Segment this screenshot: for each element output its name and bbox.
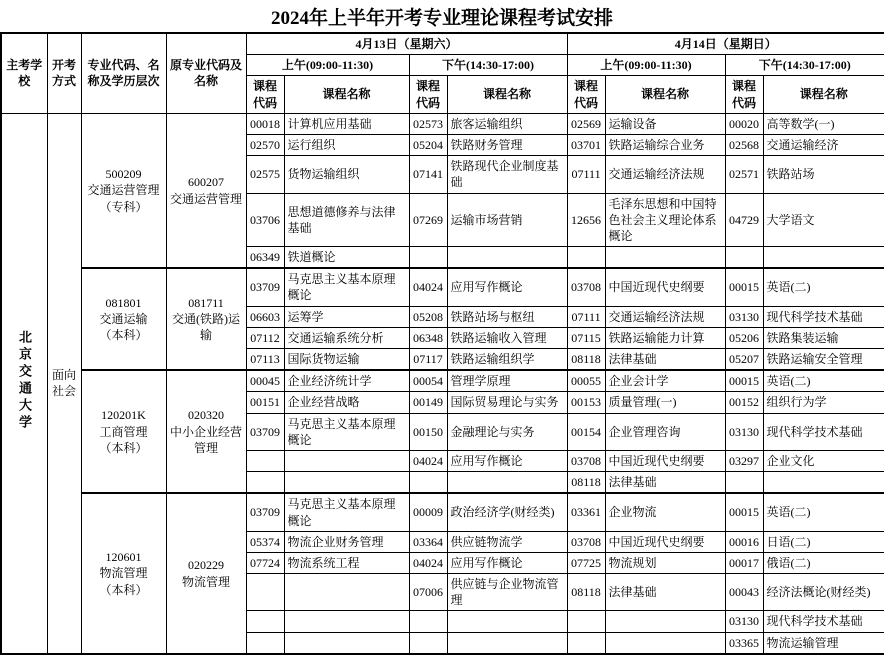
- course-code-cell: 07269: [409, 193, 447, 247]
- old-major-cell: [166, 113, 246, 268]
- course-name-cell: 思想道德修养与法律基础: [284, 193, 409, 247]
- course-name-cell: 铁路运输组织学: [447, 349, 567, 371]
- major-cell: [81, 370, 166, 493]
- course-code-cell: 05208: [409, 306, 447, 327]
- major-line: 120601: [105, 550, 142, 565]
- course-code-cell: 03708: [567, 268, 605, 306]
- course-name-cell: 交通运输系统分析: [284, 327, 409, 348]
- major-line: 物流管理: [99, 566, 148, 581]
- course-name-cell: 铁路运输收入管理: [447, 327, 567, 348]
- course-code-cell: 07006: [409, 574, 447, 611]
- old-major-line: 中小企业经营管理: [169, 424, 242, 455]
- course-code-cell: 05204: [409, 134, 447, 155]
- course-name-cell: 经济法概论(财经类): [763, 574, 884, 611]
- old-major-line: 081711: [188, 295, 224, 310]
- major-line: 120201K: [101, 408, 146, 423]
- course-code-cell: 03130: [725, 611, 763, 632]
- course-code-cell: [409, 247, 447, 269]
- course-code-cell: 02568: [725, 134, 763, 155]
- course-code-cell: [246, 450, 284, 471]
- old-major-line: 020229: [188, 558, 224, 573]
- old-major-line: 交通(铁路)运输: [172, 312, 240, 343]
- old-major-cell: [166, 268, 246, 370]
- course-code-cell: 06348: [409, 327, 447, 348]
- course-name-cell: 运输设备: [605, 113, 725, 134]
- course-code-cell: 07113: [246, 349, 284, 371]
- course-name-cell: 高等数学(一): [763, 113, 884, 134]
- course-name-cell: 运行组织: [284, 134, 409, 155]
- course-name-cell: 质量管理(一): [605, 392, 725, 413]
- course-code-header: 课程代码: [567, 76, 605, 113]
- course-name-cell: 英语(二): [763, 268, 884, 306]
- course-code-cell: 00153: [567, 392, 605, 413]
- session-header-sat-am: 上午(09:00-11:30): [246, 55, 409, 76]
- course-name-cell: 法律基础: [605, 574, 725, 611]
- course-code-cell: 00020: [725, 113, 763, 134]
- course-code-cell: 03365: [725, 632, 763, 654]
- major-line: （本科）: [99, 440, 148, 455]
- old-major-cell: [166, 493, 246, 654]
- course-code-cell: 04024: [409, 268, 447, 306]
- course-name-cell: 运筹学: [284, 306, 409, 327]
- course-name-cell: 法律基础: [605, 472, 725, 494]
- course-name-cell: 货物运输组织: [284, 156, 409, 193]
- school-name: 北京交通大学: [17, 330, 33, 433]
- course-code-cell: [246, 472, 284, 494]
- course-name-cell: [763, 472, 884, 494]
- major-line: 081801: [105, 295, 142, 310]
- course-code-cell: 00054: [409, 370, 447, 392]
- course-code-cell: 05374: [246, 531, 284, 552]
- course-name-cell: 交通运输经济法规: [605, 306, 725, 327]
- course-code-cell: 02570: [246, 134, 284, 155]
- course-code-cell: 05206: [725, 327, 763, 348]
- major-line: （专科）: [99, 199, 148, 214]
- course-name-cell: 计算机应用基础: [284, 113, 409, 134]
- course-name-cell: 铁路站场: [763, 156, 884, 193]
- course-name-cell: 物流运输管理: [763, 632, 884, 654]
- course-name-cell: 铁路运输综合业务: [605, 134, 725, 155]
- course-name-cell: 铁路财务管理: [447, 134, 567, 155]
- course-name-cell: 应用写作概论: [447, 552, 567, 573]
- course-name-cell: 组织行为学: [763, 392, 884, 413]
- course-code-cell: 03708: [567, 450, 605, 471]
- date-header-sunday: 4月14日（星期日）: [567, 33, 884, 55]
- course-name-cell: 交通运输经济法规: [605, 156, 725, 193]
- course-code-cell: 00043: [725, 574, 763, 611]
- course-code-cell: 03709: [246, 413, 284, 450]
- table-row: [1, 268, 884, 306]
- course-code-cell: 06603: [246, 306, 284, 327]
- course-name-cell: 铁路运输能力计算: [605, 327, 725, 348]
- course-code-cell: 03709: [246, 268, 284, 306]
- course-name-cell: 企业经济统计学: [284, 370, 409, 392]
- course-code-cell: [567, 632, 605, 654]
- course-name-cell: 现代科学技术基础: [763, 306, 884, 327]
- table-row: [1, 113, 884, 134]
- course-code-cell: 07724: [246, 552, 284, 573]
- course-code-cell: [246, 574, 284, 611]
- course-name-cell: 铁道概论: [284, 247, 409, 269]
- course-name-header: 课程名称: [284, 76, 409, 113]
- course-code-cell: 00015: [725, 370, 763, 392]
- course-name-cell: [284, 632, 409, 654]
- course-name-cell: 中国近现代史纲要: [605, 450, 725, 471]
- course-name-cell: 大学语文: [763, 193, 884, 247]
- course-code-cell: 02571: [725, 156, 763, 193]
- course-name-cell: [284, 611, 409, 632]
- page-title: 2024年上半年开考专业理论课程考试安排: [270, 8, 613, 29]
- course-name-cell: 物流企业财务管理: [284, 531, 409, 552]
- course-code-cell: 02569: [567, 113, 605, 134]
- major-line: （本科）: [99, 582, 148, 597]
- course-name-cell: 法律基础: [605, 349, 725, 371]
- course-name-cell: 铁路集装运输: [763, 327, 884, 348]
- course-code-cell: [409, 632, 447, 654]
- course-code-cell: 07111: [567, 306, 605, 327]
- session-header-sat-pm: 下午(14:30-17:00): [409, 55, 567, 76]
- course-name-cell: 现代科学技术基础: [763, 611, 884, 632]
- course-code-cell: 00009: [409, 493, 447, 531]
- course-name-header: 课程名称: [447, 76, 567, 113]
- course-code-cell: 04729: [725, 193, 763, 247]
- course-name-cell: 日语(二): [763, 531, 884, 552]
- table-row: [1, 370, 884, 392]
- table-row: [1, 493, 884, 531]
- course-code-cell: 03130: [725, 306, 763, 327]
- course-name-cell: 马克思主义基本原理概论: [284, 493, 409, 531]
- course-name-cell: 毛泽东思想和中国特色社会主义理论体系概论: [605, 193, 725, 247]
- course-code-cell: 00015: [725, 493, 763, 531]
- course-code-cell: 00149: [409, 392, 447, 413]
- course-code-cell: 04024: [409, 450, 447, 471]
- course-name-cell: [447, 247, 567, 269]
- course-name-cell: 铁路现代企业制度基础: [447, 156, 567, 193]
- course-code-cell: 00154: [567, 413, 605, 450]
- mode-column-header: 开考方式: [47, 33, 81, 113]
- course-code-cell: 02573: [409, 113, 447, 134]
- course-name-cell: 物流系统工程: [284, 552, 409, 573]
- course-code-cell: 03708: [567, 531, 605, 552]
- old-major-line: 020320: [188, 408, 224, 423]
- old-major-line: 600207: [188, 175, 224, 190]
- course-name-cell: 国际贸易理论与实务: [447, 392, 567, 413]
- course-code-header: 课程代码: [246, 76, 284, 113]
- course-name-cell: [605, 632, 725, 654]
- course-name-cell: 应用写作概论: [447, 268, 567, 306]
- session-header-sun-pm: 下午(14:30-17:00): [725, 55, 884, 76]
- course-name-cell: 企业物流: [605, 493, 725, 531]
- course-code-cell: 03709: [246, 493, 284, 531]
- course-name-cell: 国际货物运输: [284, 349, 409, 371]
- course-code-cell: [725, 472, 763, 494]
- course-code-header: 课程代码: [409, 76, 447, 113]
- course-name-cell: 企业会计学: [605, 370, 725, 392]
- course-code-cell: 07141: [409, 156, 447, 193]
- course-name-cell: 应用写作概论: [447, 450, 567, 471]
- course-code-cell: 03361: [567, 493, 605, 531]
- course-name-cell: 俄语(二): [763, 552, 884, 573]
- course-code-cell: 03130: [725, 413, 763, 450]
- course-name-cell: 旅客运输组织: [447, 113, 567, 134]
- course-name-cell: [763, 247, 884, 269]
- mode-cell: 面向社会: [47, 113, 81, 654]
- course-code-cell: 07115: [567, 327, 605, 348]
- course-code-cell: 07725: [567, 552, 605, 573]
- course-name-cell: 运输市场营销: [447, 193, 567, 247]
- course-name-cell: 中国近现代史纲要: [605, 531, 725, 552]
- course-name-cell: 金融理论与实务: [447, 413, 567, 450]
- course-code-cell: 00151: [246, 392, 284, 413]
- course-code-cell: 00017: [725, 552, 763, 573]
- course-name-cell: 企业管理咨询: [605, 413, 725, 450]
- course-code-cell: [725, 247, 763, 269]
- major-cell: [81, 268, 166, 370]
- course-name-header: 课程名称: [605, 76, 725, 113]
- course-code-cell: 00150: [409, 413, 447, 450]
- course-code-cell: 03701: [567, 134, 605, 155]
- course-name-cell: [605, 611, 725, 632]
- course-code-cell: 03706: [246, 193, 284, 247]
- course-name-cell: 企业经营战略: [284, 392, 409, 413]
- course-code-cell: 02575: [246, 156, 284, 193]
- course-name-cell: 中国近现代史纲要: [605, 268, 725, 306]
- course-code-cell: 06349: [246, 247, 284, 269]
- course-code-cell: 07117: [409, 349, 447, 371]
- school-cell: [1, 113, 47, 654]
- major-cell: [81, 113, 166, 268]
- course-name-cell: 马克思主义基本原理概论: [284, 268, 409, 306]
- course-code-cell: 07111: [567, 156, 605, 193]
- school-column-header: 主考学校: [1, 33, 47, 113]
- course-name-cell: 英语(二): [763, 493, 884, 531]
- course-name-cell: 交通运输经济: [763, 134, 884, 155]
- major-line: 交通运输: [99, 312, 148, 327]
- course-code-cell: [246, 632, 284, 654]
- course-code-header: 课程代码: [725, 76, 763, 113]
- major-line: 500209: [105, 167, 142, 182]
- course-code-cell: 00055: [567, 370, 605, 392]
- course-name-cell: 政治经济学(财经类): [447, 493, 567, 531]
- course-code-cell: [246, 611, 284, 632]
- course-code-cell: 08118: [567, 472, 605, 494]
- major-cell: [81, 493, 166, 654]
- course-code-cell: 04024: [409, 552, 447, 573]
- major-line: 交通运营管理: [87, 183, 160, 198]
- course-name-cell: 马克思主义基本原理概论: [284, 413, 409, 450]
- course-name-header: 课程名称: [763, 76, 884, 113]
- course-name-cell: 企业文化: [763, 450, 884, 471]
- course-code-cell: [567, 611, 605, 632]
- course-name-cell: [447, 632, 567, 654]
- course-code-cell: 08118: [567, 574, 605, 611]
- course-code-cell: 07112: [246, 327, 284, 348]
- course-name-cell: 英语(二): [763, 370, 884, 392]
- course-code-cell: 12656: [567, 193, 605, 247]
- course-name-cell: 物流规划: [605, 552, 725, 573]
- course-code-cell: 00016: [725, 531, 763, 552]
- course-name-cell: 供应链物流学: [447, 531, 567, 552]
- course-code-cell: [409, 611, 447, 632]
- course-code-cell: 03364: [409, 531, 447, 552]
- course-name-cell: 供应链与企业物流管理: [447, 574, 567, 611]
- course-code-cell: 00152: [725, 392, 763, 413]
- course-name-cell: [605, 247, 725, 269]
- course-code-cell: 03297: [725, 450, 763, 471]
- course-code-cell: 08118: [567, 349, 605, 371]
- course-name-cell: [447, 611, 567, 632]
- course-code-cell: [567, 247, 605, 269]
- old-major-column-header: 原专业代码及名称: [166, 33, 246, 113]
- course-name-cell: [284, 472, 409, 494]
- course-name-cell: [284, 450, 409, 471]
- course-code-cell: 00045: [246, 370, 284, 392]
- major-line: （本科）: [99, 328, 148, 343]
- exam-schedule-table: [0, 32, 884, 655]
- major-column-header: 专业代码、名称及学历层次: [81, 33, 166, 113]
- course-name-cell: 现代科学技术基础: [763, 413, 884, 450]
- header-row-dates: [1, 33, 884, 55]
- old-major-line: 交通运营管理: [169, 191, 242, 206]
- course-name-cell: [284, 574, 409, 611]
- old-major-cell: [166, 370, 246, 493]
- old-major-line: 物流管理: [181, 574, 230, 589]
- course-code-cell: 05207: [725, 349, 763, 371]
- course-name-cell: 铁路运输安全管理: [763, 349, 884, 371]
- course-code-cell: 00018: [246, 113, 284, 134]
- course-name-cell: [447, 472, 567, 494]
- session-header-sun-am: 上午(09:00-11:30): [567, 55, 725, 76]
- table-body: [1, 113, 884, 654]
- major-line: 工商管理: [99, 424, 148, 439]
- course-code-cell: 00015: [725, 268, 763, 306]
- date-header-saturday: 4月13日（星期六）: [246, 33, 567, 55]
- course-code-cell: [409, 472, 447, 494]
- course-name-cell: 铁路站场与枢纽: [447, 306, 567, 327]
- course-name-cell: 管理学原理: [447, 370, 567, 392]
